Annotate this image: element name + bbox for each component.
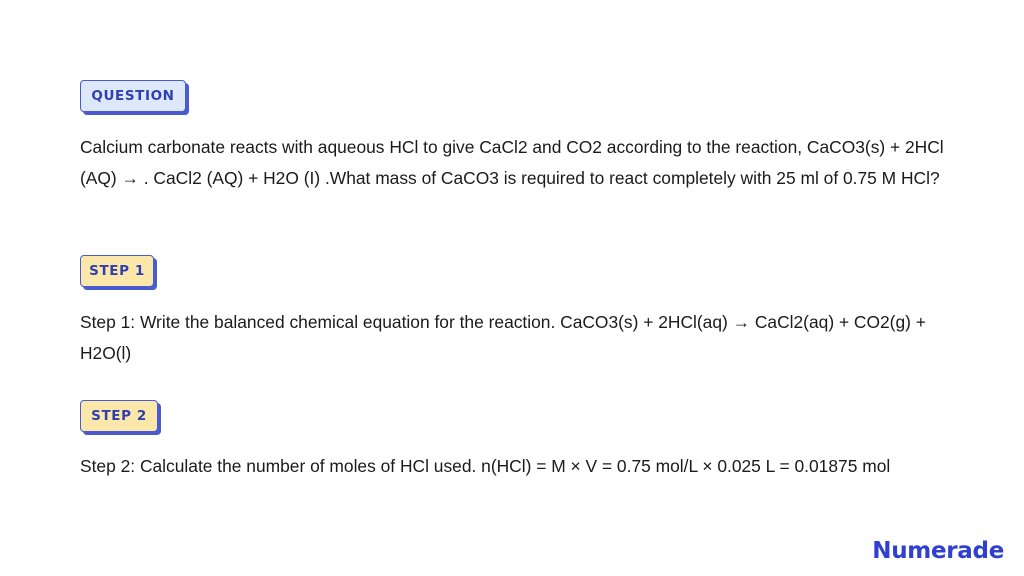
question-badge: QUESTION — [80, 80, 186, 112]
step-2-text: Step 2: Calculate the number of moles of HCl used. n(HCl) = M × V = 0.75 mol/L × 0.025 L = 0.01875 mol — [80, 456, 891, 476]
step-1-text: Step 1: Write the balanced chemical equation for the reaction. CaCO3(s) + 2HCl(aq) → CaCl2(aq) + CO2(g) + H2O(l) — [80, 312, 926, 363]
step-1-badge: STEP 1 — [80, 255, 154, 287]
step-2-badge: STEP 2 — [80, 400, 158, 432]
question-text: Calcium carbonate reacts with aqueous HCl to give CaCl2 and CO2 according to the reaction, CaCO3(s) + 2HCl (AQ) → . CaCl2 (AQ) + H2O (I) .What mass of CaCO3 is required to react completely with 25 ml of 0.75 M HCl? — [80, 137, 944, 188]
numerade-logo: Numerade — [872, 538, 1004, 564]
